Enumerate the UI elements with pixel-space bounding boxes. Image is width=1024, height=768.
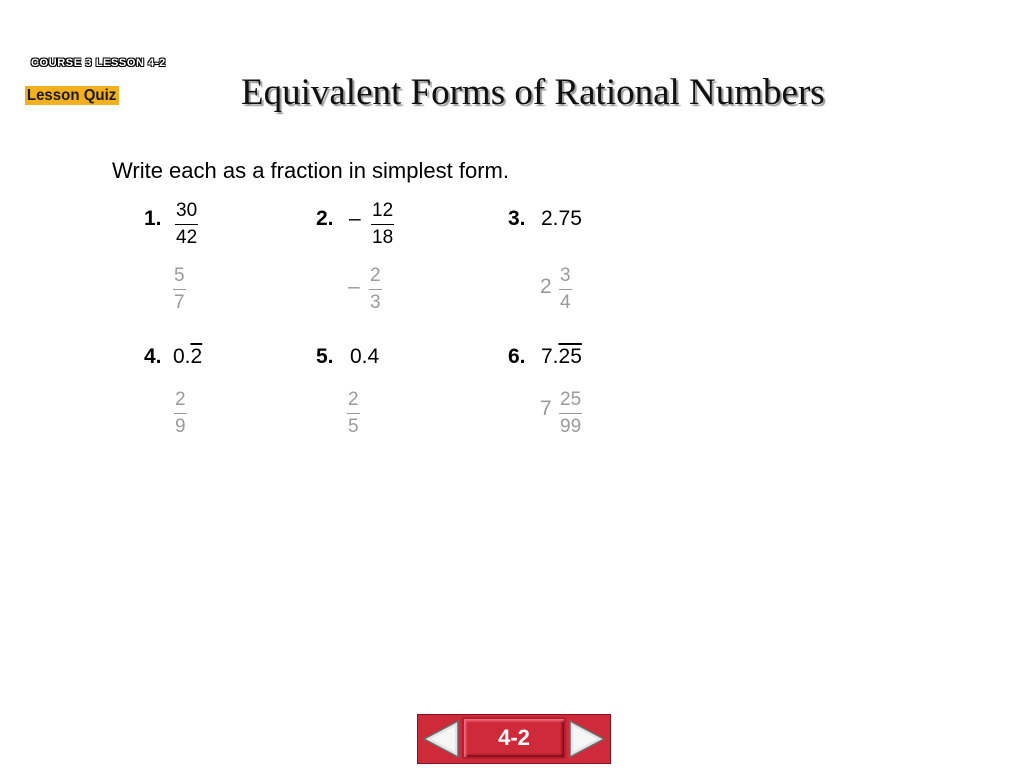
problem-number: 6. bbox=[508, 345, 526, 368]
problem-number: 5. bbox=[316, 345, 334, 368]
next-slide-button[interactable] bbox=[568, 719, 606, 759]
problem-number: 4. bbox=[144, 345, 162, 368]
numerator: 30 bbox=[175, 200, 198, 225]
answer-whole: 7 bbox=[540, 397, 552, 420]
repeating-digits: 2 bbox=[190, 345, 203, 368]
denominator: 9 bbox=[175, 416, 186, 437]
numerator: 2 bbox=[347, 389, 360, 414]
decimal-prefix: 0. bbox=[173, 345, 191, 368]
problem-number: 1. bbox=[144, 207, 162, 230]
question-decimal bbox=[173, 345, 202, 369]
denominator: 7 bbox=[174, 292, 185, 313]
denominator: 5 bbox=[348, 416, 359, 437]
question-fraction bbox=[371, 200, 394, 249]
numerator: 12 bbox=[371, 200, 394, 225]
problem-number: 3. bbox=[508, 207, 526, 230]
negative-sign: – bbox=[349, 207, 361, 230]
numerator: 25 bbox=[559, 389, 582, 414]
denominator: 4 bbox=[560, 292, 571, 313]
numerator: 3 bbox=[559, 265, 572, 290]
question-decimal: 2.75 bbox=[541, 207, 582, 230]
denominator: 18 bbox=[372, 227, 394, 248]
numerator: 2 bbox=[174, 389, 187, 414]
repeating-digits: 25 bbox=[558, 345, 582, 368]
numerator: 2 bbox=[369, 265, 382, 290]
answer-fraction bbox=[559, 389, 582, 438]
left-arrow-icon bbox=[422, 719, 460, 759]
answer-fraction bbox=[174, 389, 187, 438]
decimal-prefix: 7. bbox=[541, 345, 559, 368]
right-arrow-icon bbox=[568, 719, 606, 759]
lesson-number-button[interactable]: 4-2 bbox=[462, 717, 566, 759]
question-fraction bbox=[175, 200, 198, 249]
previous-slide-button[interactable] bbox=[422, 719, 460, 759]
page-title: Equivalent Forms of Rational Numbers bbox=[241, 72, 825, 113]
slide-navigation bbox=[417, 714, 611, 764]
answer-whole: 2 bbox=[540, 275, 552, 298]
numerator: 5 bbox=[173, 265, 186, 290]
question-decimal: 0.4 bbox=[350, 345, 380, 368]
answer-sign: – bbox=[348, 275, 360, 298]
answer-fraction bbox=[347, 389, 360, 438]
question-decimal bbox=[541, 345, 582, 369]
denominator: 3 bbox=[370, 292, 381, 313]
denominator: 42 bbox=[176, 227, 198, 248]
course-lesson-label: COURSE 3 LESSON 4-2 bbox=[31, 57, 166, 69]
problem-number: 2. bbox=[316, 207, 334, 230]
lesson-quiz-badge: Lesson Quiz bbox=[25, 86, 119, 105]
answer-fraction bbox=[173, 265, 186, 314]
instruction-text: Write each as a fraction in simplest form. bbox=[112, 158, 509, 183]
answer-fraction bbox=[559, 265, 572, 314]
denominator: 99 bbox=[560, 416, 582, 437]
answer-fraction bbox=[369, 265, 382, 314]
